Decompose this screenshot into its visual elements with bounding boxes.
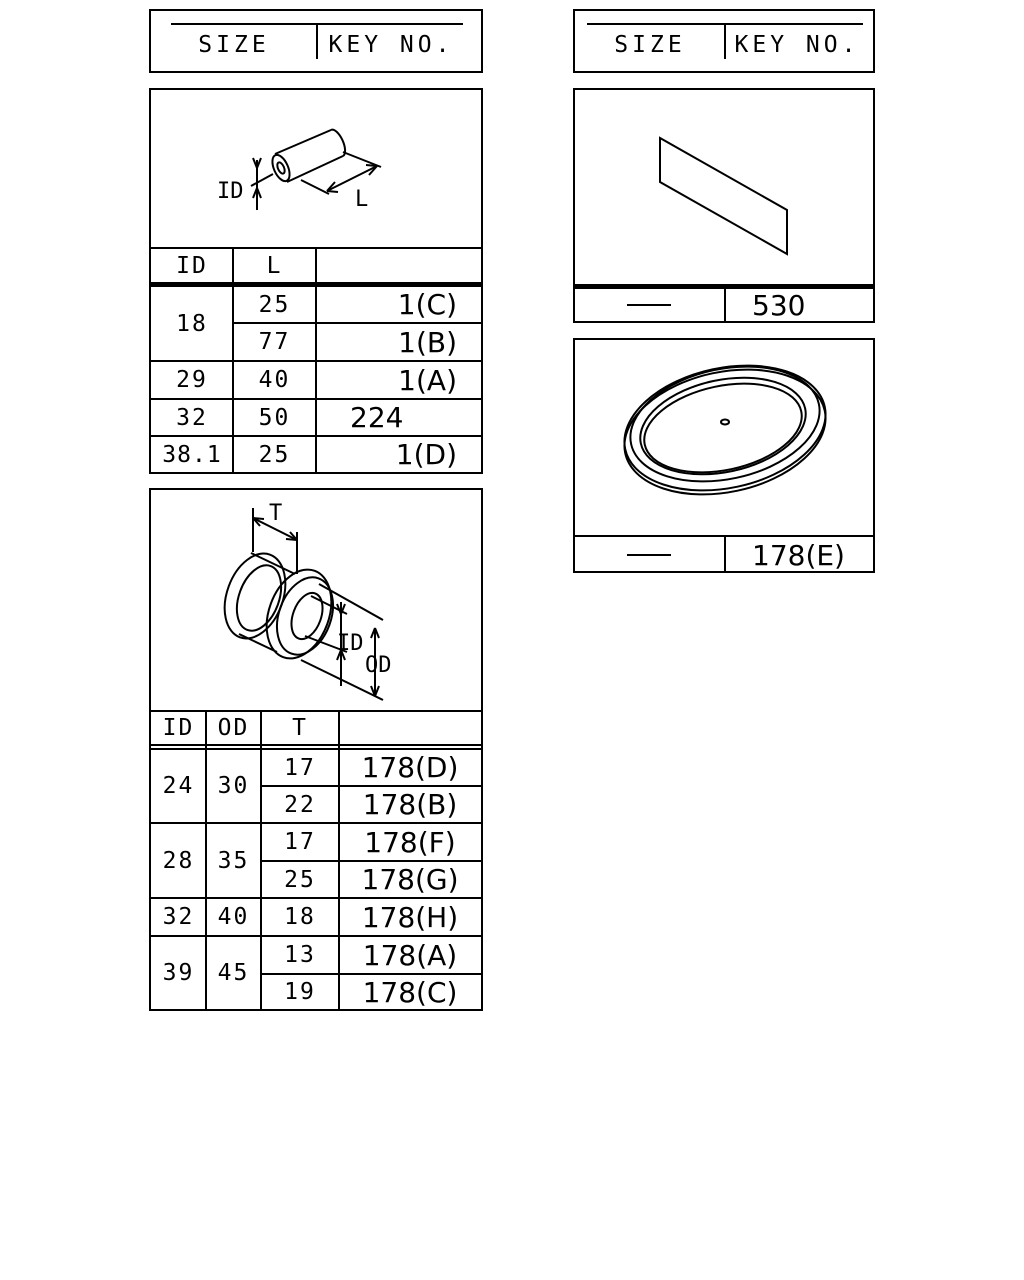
sheet-size-value [575,289,724,321]
table-cell-t: 25 [284,866,316,893]
table-cell-id: 32 [176,404,208,431]
table-cell-od: 40 [217,904,250,930]
table-cell-id: 18 [176,310,208,337]
table-cell-key: 178(B) [362,788,458,821]
table-cell-t: 19 [284,979,316,1005]
table-cell-key: 178(H) [361,900,459,934]
sheet-key-value: 530 [752,288,806,322]
table-cell-id: 32 [162,904,195,930]
grommet-od-label: OD [365,653,392,678]
sheet-drawing [575,90,877,286]
grommet-col-id: ID [162,715,195,741]
table-cell-key: 224 [350,401,404,434]
left-header-box [149,9,483,73]
key-no-header: KEY NO. [734,32,860,58]
table-cell-t: 18 [284,904,316,930]
tube-col-key [316,249,481,283]
table-cell-id: 28 [162,847,195,874]
size-header: SIZE [198,32,270,58]
table-cell-key: 1(C) [397,288,457,321]
table-cell-key: 178(A) [362,938,458,972]
table-cell-key: 1(D) [395,438,457,471]
table-cell-l: 25 [258,441,291,468]
table-cell-key: 178(C) [362,975,458,1009]
tube-drawing [151,90,485,250]
table-cell-id: 24 [162,773,195,799]
grommet-drawing [151,490,485,712]
table-cell-od: 45 [217,960,250,986]
tube-col-l: L [266,253,283,279]
table-cell-od: 30 [217,773,250,799]
table-cell-l: 50 [258,404,291,431]
table-cell-t: 17 [284,754,316,781]
sheet-panel [573,88,875,323]
table-cell-key: 178(F) [364,825,456,859]
table-cell-t: 13 [284,942,316,968]
table-cell-t: 22 [284,791,316,818]
plug-panel [573,338,875,573]
table-cell-l: 77 [258,329,291,355]
tube-length-label: L [355,187,369,212]
tube-id-label: ID [217,179,244,204]
plug-size-value [575,539,724,571]
header-divider [724,25,726,59]
size-header: SIZE [614,32,686,58]
key-no-header: KEY NO. [328,32,454,58]
table-cell-od: 35 [217,847,250,874]
plug-drawing [575,340,877,536]
plug-key-value: 178(E) [752,538,845,572]
table-cell-key: 178(G) [361,863,459,896]
table-cell-l: 25 [258,291,291,318]
table-cell-key: 1(A) [398,363,457,397]
grommet-id-label: ID [337,631,364,656]
header-divider [316,25,318,59]
grommet-panel [149,488,483,1011]
right-header-box [573,9,875,73]
table-cell-id: 39 [162,960,195,986]
table-cell-key: 178(D) [361,751,459,784]
tube-panel [149,88,483,474]
table-cell-id: 38.1 [162,441,222,468]
grommet-col-key [339,712,481,744]
grommet-header-rule [151,744,481,746]
grommet-col-od: OD [217,715,250,741]
table-cell-id: 29 [176,367,208,393]
grommet-col-t: T [292,715,308,741]
table-cell-t: 17 [284,829,316,855]
table-cell-l: 40 [258,367,291,393]
grommet-thickness-label: T [269,501,283,526]
table-cell-key: 1(B) [398,325,457,359]
tube-col-id: ID [176,253,208,279]
